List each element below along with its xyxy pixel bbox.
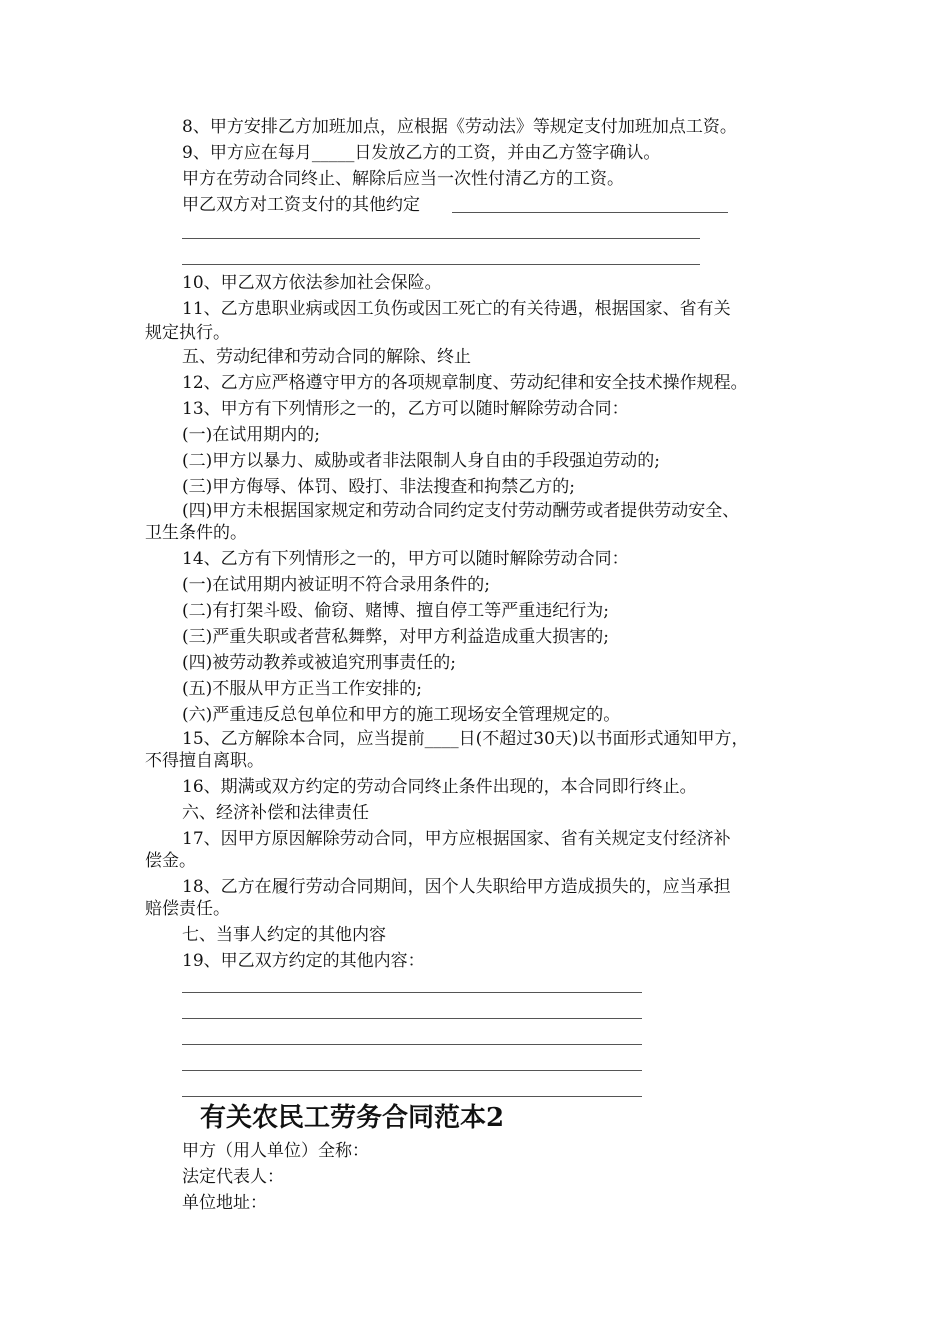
clause-8: 8、甲方安排乙方加班加点，应根据《劳动法》等规定支付加班加点工资。 <box>182 117 737 137</box>
party-a-name-label: 甲方（用人单位）全称： <box>182 1141 369 1161</box>
document-title: 有关农民工劳务合同范本2 <box>200 1103 505 1133</box>
section-6-heading: 六、经济补偿和法律责任 <box>182 803 369 823</box>
clause-13-item-3: (三)甲方侮辱、体罚、殴打、非法搜查和拘禁乙方的; <box>182 477 575 497</box>
fill-in-blank-line <box>182 264 700 265</box>
section-5-heading: 五、劳动纪律和劳动合同的解除、终止 <box>182 347 471 367</box>
clause-15: 15、乙方解除本合同，应当提前____日(不超过30天)以书面形式通知甲方， <box>182 729 749 749</box>
fill-in-blank-line <box>182 992 642 993</box>
clause-15-cont: 不得擅自离职。 <box>145 751 264 771</box>
clause-14-item-3: (三)严重失职或者营私舞弊，对甲方利益造成重大损害的; <box>182 627 609 647</box>
clause-9: 9、甲方应在每月_____日发放乙方的工资，并由乙方签字确认。 <box>182 143 661 163</box>
clause-14: 14、乙方有下列情形之一的，甲方可以随时解除劳动合同： <box>182 549 629 569</box>
other-wage-agreement-label: 甲乙双方对工资支付的其他约定 <box>182 195 420 215</box>
clause-11-cont: 规定执行。 <box>145 323 230 343</box>
clause-13: 13、甲方有下列情形之一的，乙方可以随时解除劳动合同： <box>182 399 629 419</box>
wage-settlement-text: 甲方在劳动合同终止、解除后应当一次性付清乙方的工资。 <box>182 169 624 189</box>
clause-18: 18、乙方在履行劳动合同期间，因个人失职给甲方造成损失的，应当承担 <box>182 877 731 897</box>
clause-14-item-4: (四)被劳动教养或被追究刑事责任的; <box>182 653 456 673</box>
clause-11: 11、乙方患职业病或因工负伤或因工死亡的有关待遇，根据国家、省有关 <box>182 299 731 319</box>
section-7-heading: 七、当事人约定的其他内容 <box>182 925 386 945</box>
clause-18-cont: 赔偿责任。 <box>145 899 230 919</box>
fill-in-blank-line <box>452 212 728 213</box>
company-address-label: 单位地址： <box>182 1193 267 1213</box>
clause-14-item-6: (六)严重违反总包单位和甲方的施工现场安全管理规定的。 <box>182 705 621 725</box>
clause-14-item-1: (一)在试用期内被证明不符合录用条件的; <box>182 575 490 595</box>
fill-in-blank-line <box>182 238 700 239</box>
legal-representative-label: 法定代表人： <box>182 1167 284 1187</box>
clause-17-cont: 偿金。 <box>145 851 196 871</box>
clause-14-item-5: (五)不服从甲方正当工作安排的; <box>182 679 422 699</box>
clause-13-item-4-cont: 卫生条件的。 <box>145 523 247 543</box>
clause-19: 19、甲乙双方约定的其他内容： <box>182 951 425 971</box>
fill-in-blank-line <box>182 1096 642 1097</box>
clause-13-item-1: (一)在试用期内的; <box>182 425 320 445</box>
clause-16: 16、期满或双方约定的劳动合同终止条件出现的，本合同即行终止。 <box>182 777 697 797</box>
clause-13-item-4: (四)甲方未根据国家规定和劳动合同约定支付劳动酬劳或者提供劳动安全、 <box>182 501 740 521</box>
fill-in-blank-line <box>182 1070 642 1071</box>
fill-in-blank-line <box>182 1044 642 1045</box>
clause-10: 10、甲乙双方依法参加社会保险。 <box>182 273 442 293</box>
fill-in-blank-line <box>182 1018 642 1019</box>
clause-12: 12、乙方应严格遵守甲方的各项规章制度、劳动纪律和安全技术操作规程。 <box>182 373 748 393</box>
clause-14-item-2: (二)有打架斗殴、偷窃、赌博、擅自停工等严重违纪行为; <box>182 601 609 621</box>
clause-13-item-2: (二)甲方以暴力、威胁或者非法限制人身自由的手段强迫劳动的; <box>182 451 660 471</box>
clause-17: 17、因甲方原因解除劳动合同，甲方应根据国家、省有关规定支付经济补 <box>182 829 731 849</box>
